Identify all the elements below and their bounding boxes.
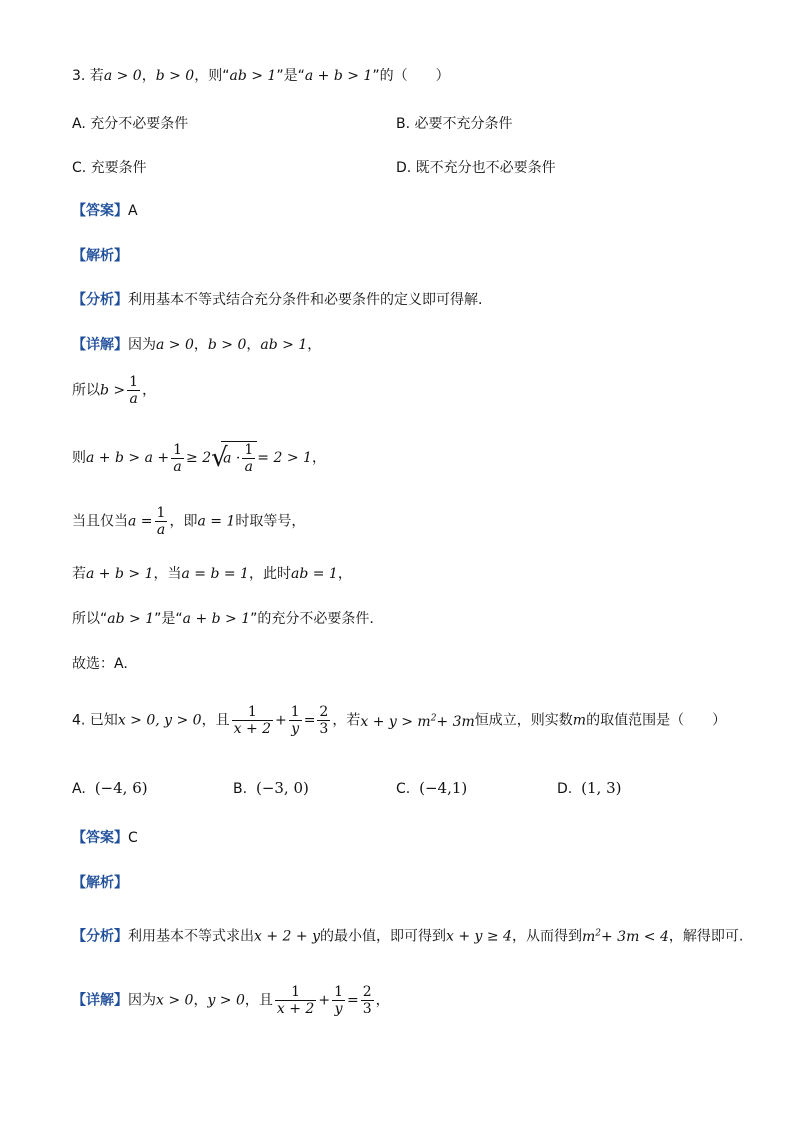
numerator: 1 (290, 704, 300, 720)
numerator: 1 (156, 505, 166, 521)
answer-value: C (128, 830, 138, 846)
math: ab > 1 (260, 337, 308, 353)
numerator: 1 (247, 704, 257, 720)
q3-conclusion: 故选：A. (72, 656, 128, 672)
fenxi-label: 【分析】 (72, 928, 128, 945)
math: x > 0, y > 0 (117, 712, 202, 729)
text: ， (311, 450, 326, 466)
text: ， (141, 68, 156, 84)
text: ，此时 (248, 566, 291, 582)
answer-label: 【答案】 (72, 203, 128, 219)
option-value: (−4,1) (419, 779, 468, 797)
text: 若 (72, 566, 86, 582)
math: ab > 1 (107, 611, 155, 627)
math: b > 0 (155, 68, 195, 84)
text: ，且 (244, 992, 273, 1009)
fraction (361, 984, 374, 1017)
denominator: a (155, 521, 168, 538)
denominator: a (242, 458, 255, 475)
text: ”是“ (154, 611, 183, 627)
fraction (332, 984, 345, 1017)
math: = (303, 712, 316, 729)
q4-fenxi (72, 923, 743, 947)
math: m (572, 712, 587, 729)
math: a > 0 (156, 337, 194, 353)
text: ，从而得到 (511, 928, 582, 945)
denominator: 3 (319, 721, 329, 737)
q4-option-a (72, 779, 148, 797)
q4-stem (72, 704, 726, 737)
math: x + 2 + y (254, 928, 320, 945)
analysis-label: 【解析】 (72, 875, 128, 891)
text: 所以 (72, 382, 100, 399)
math: + (275, 712, 287, 729)
text: 4. 已知 (72, 712, 118, 729)
denominator: a (127, 390, 140, 407)
text: 因为 (128, 337, 156, 353)
fraction (171, 442, 184, 475)
text: 因为 (128, 992, 156, 1009)
q3-option-a: A. 充分不必要条件 (72, 116, 189, 132)
numerator: 1 (244, 442, 254, 458)
denominator: y (332, 1000, 345, 1017)
option-value: (−4, 6) (94, 779, 148, 797)
denominator: x + 2 (276, 1001, 315, 1017)
answer-label: 【答案】 (72, 830, 128, 846)
detail-label: 【详解】 (72, 337, 128, 353)
q3-stem-text: 3. 若 (72, 68, 104, 84)
square-root (211, 441, 257, 475)
q4-option-b (233, 779, 309, 797)
superscript: 2 (430, 713, 437, 724)
text: ， (193, 992, 208, 1009)
denominator: 3 (362, 1001, 372, 1017)
text: 则 (72, 450, 86, 466)
option-label: C. (396, 781, 411, 797)
math: x > 0 (156, 992, 194, 1009)
text: ，即 (169, 513, 198, 530)
option-value: (1, 3) (581, 779, 622, 797)
answer-value: A (128, 203, 138, 219)
math: a = b = 1 (181, 566, 249, 582)
math: b > 0 (207, 337, 247, 353)
q4-option-c (396, 779, 467, 797)
text: ”的充分不必要条件. (250, 611, 374, 627)
math: y > 0 (207, 992, 245, 1009)
numerator: 1 (291, 984, 301, 1000)
text: ”的（ ） (372, 68, 450, 84)
text: ，若 (332, 712, 361, 729)
math (582, 929, 669, 945)
math: a + b > 1 (182, 611, 251, 627)
q3-detail-line1 (72, 335, 321, 355)
superscript: 2 (595, 928, 601, 938)
option-label: A. (72, 781, 86, 797)
text: 当且仅当 (72, 513, 128, 530)
text: ”是“ (276, 68, 305, 84)
math: a > 0 (103, 68, 142, 84)
text: ， (193, 337, 208, 353)
q3-fenxi (72, 290, 482, 310)
q4-answer (72, 828, 138, 848)
q3-stem (72, 66, 450, 86)
math-part: + 3m (436, 714, 475, 731)
q3-option-c: C. 充要条件 (72, 160, 147, 176)
text: 所以“ (72, 611, 108, 627)
numerator: 2 (362, 984, 372, 1000)
text: ， (307, 337, 322, 353)
text: ，且 (201, 712, 230, 729)
q3-analysis-heading (72, 246, 128, 266)
math: b > (100, 382, 126, 399)
math (360, 714, 474, 730)
detail-label: 【详解】 (72, 992, 128, 1009)
text: ， (375, 992, 390, 1009)
fraction (289, 704, 302, 737)
text: 利用基本不等式求出 (128, 928, 254, 945)
fenxi-text: 利用基本不等式结合充分条件和必要条件的定义即可得解. (128, 292, 483, 308)
q4-detail-line1 (72, 984, 390, 1017)
math: ab > 1 (229, 68, 277, 84)
text: 时取等号， (235, 513, 306, 530)
option-value: (−3, 0) (255, 779, 309, 797)
q4-option-d (557, 779, 621, 797)
math: a + b > a + (86, 450, 170, 466)
denominator: x + 2 (233, 721, 272, 737)
numerator: 1 (334, 984, 343, 1000)
math-part: m (581, 928, 596, 945)
fraction (275, 984, 316, 1017)
math: = 2 > 1 (257, 450, 312, 466)
q3-detail-line6 (72, 609, 374, 629)
text: ，当 (153, 566, 182, 582)
fraction (127, 374, 140, 407)
math: x + y ≥ 4 (445, 928, 512, 945)
fraction (155, 505, 168, 538)
fraction (232, 704, 273, 737)
text: ，则“ (194, 68, 230, 84)
math: + (318, 992, 331, 1009)
denominator: y (289, 720, 302, 737)
q3-answer (72, 201, 138, 221)
analysis-label: 【解析】 (72, 248, 128, 264)
text: 的取值范围是（ ） (586, 712, 727, 729)
q3-detail-line3 (72, 441, 326, 475)
math: a = (128, 513, 153, 530)
q3-option-d: D. 既不充分也不必要条件 (396, 160, 556, 176)
text: ，解得即可. (668, 928, 744, 945)
fenxi-label: 【分析】 (72, 292, 128, 308)
option-label: D. (557, 781, 573, 797)
fraction (242, 442, 255, 475)
option-label: B. (233, 781, 248, 797)
q3-option-b: B. 必要不充分条件 (396, 116, 513, 132)
text: 的最小值，即可得到 (319, 928, 446, 945)
q3-detail-line5 (72, 564, 352, 584)
math: ab = 1 (290, 566, 338, 582)
q3-detail-line2 (72, 374, 156, 407)
math: a + b > 1 (86, 566, 154, 582)
text: ， (337, 566, 352, 582)
fraction (317, 704, 330, 737)
math: a = 1 (197, 513, 236, 530)
math: ≥ 2 (186, 450, 212, 466)
q4-analysis-heading (72, 873, 128, 893)
q3-detail-line4 (72, 505, 305, 538)
math: = (346, 992, 359, 1009)
math-part: x + y > m (360, 714, 431, 731)
radical-sign: √ (211, 443, 228, 473)
text: ， (142, 382, 157, 399)
numerator: 1 (173, 441, 183, 458)
numerator: 1 (129, 374, 139, 390)
text: ， (246, 337, 261, 353)
numerator: 2 (319, 704, 329, 720)
math: a + b > 1 (304, 68, 373, 84)
math: a · (223, 450, 241, 467)
math-part: + 3m < 4 (600, 928, 669, 945)
denominator: a (171, 458, 184, 475)
text: 恒成立，则实数 (474, 712, 573, 729)
